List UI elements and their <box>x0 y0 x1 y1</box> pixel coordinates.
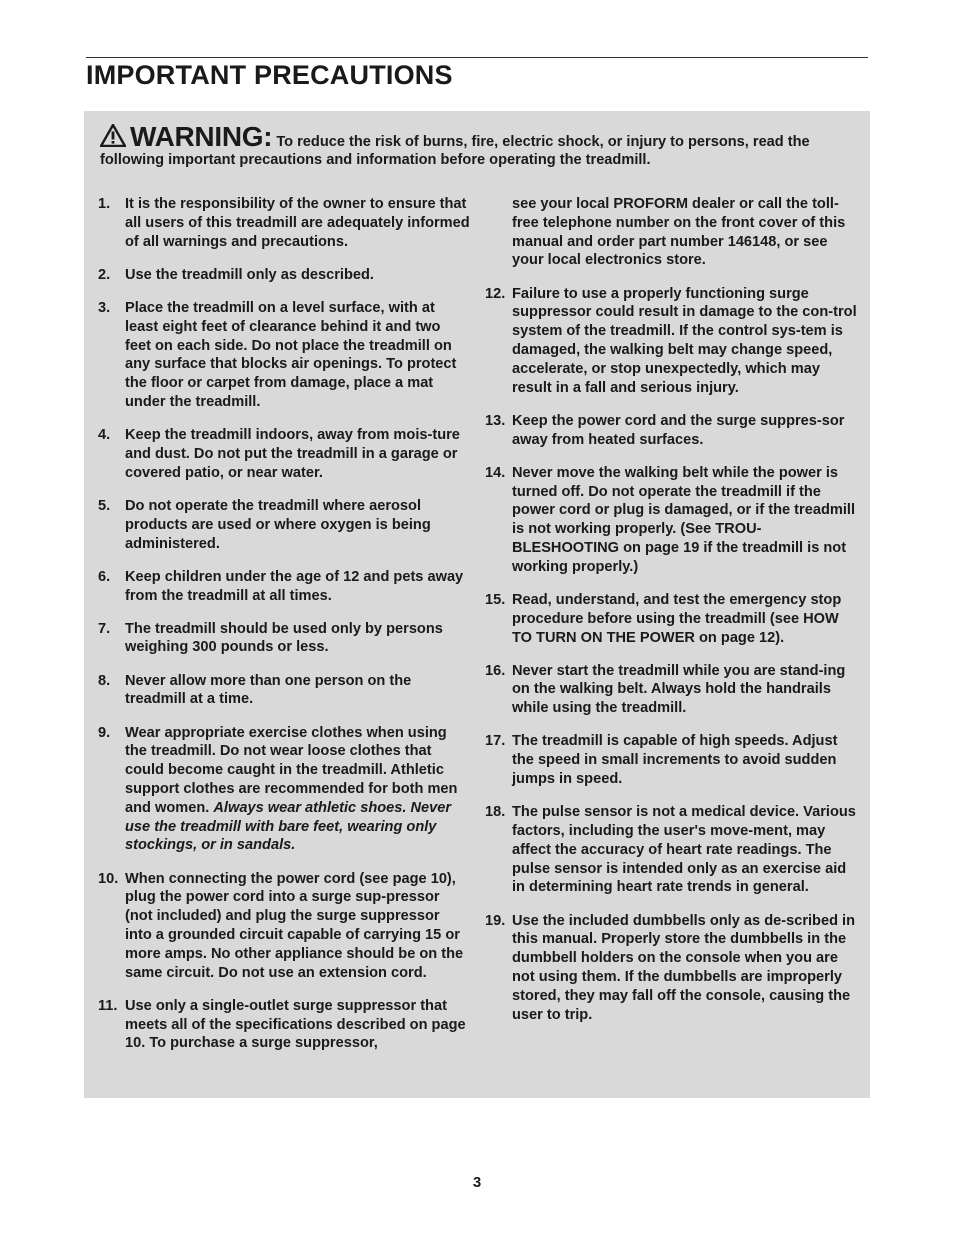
warning-text: To reduce the risk of burns, fire, electric shock, or injury to persons, read the following important precautions and information before operating the treadmill. <box>100 134 810 168</box>
item-text: Use only a single-outlet surge suppressor that meets all of the specifications described on page 10. To purchase a surge suppressor, <box>125 997 466 1052</box>
item-number: 5. <box>98 497 111 514</box>
item-number: 12. <box>485 285 506 302</box>
precaution-item-6 <box>98 568 470 606</box>
precaution-item-2 <box>98 266 470 285</box>
precaution-item-17 <box>485 732 857 788</box>
item-number: 11. <box>98 997 118 1014</box>
warning-heading <box>100 121 273 152</box>
item-text: Place the treadmill on a level surface, with at least eight feet of clearance behind it and two feet on each side. Do not place the treadmill on any surface that blocks air openings. To protect the floor or carpet from damage, place a mat under the treadmill. <box>125 299 457 410</box>
item-number: 10. <box>98 870 119 887</box>
item-number: 19. <box>485 912 506 929</box>
precaution-item-18 <box>485 803 857 897</box>
item-text: The treadmill is capable of high speeds. Adjust the speed in small increments to avoid sudden jumps in speed. <box>512 733 838 788</box>
precaution-item-8 <box>98 672 470 710</box>
precaution-item-19 <box>485 912 857 1025</box>
item-number: 6. <box>98 568 111 585</box>
precaution-item-7 <box>98 620 470 658</box>
item-text: Read, understand, and test the emergency stop procedure before using the treadmill (see HOW TO TURN ON THE POWER on page 12). <box>512 591 842 646</box>
precaution-item-11-continued <box>485 195 857 270</box>
precaution-item-15 <box>485 591 857 647</box>
item-text: It is the responsibility of the owner to ensure that all users of this treadmill are adequately informed of all warnings and precautions. <box>125 196 470 250</box>
item-text: Do not operate the treadmill where aerosol products are used or where oxygen is being administered. <box>125 497 431 552</box>
item-text <box>125 724 470 856</box>
warning-triangle-icon <box>100 124 126 147</box>
item-number: 2. <box>98 266 111 283</box>
warning-label: WARNING: <box>130 121 273 152</box>
header-rule <box>86 57 868 58</box>
precaution-item-12 <box>485 285 857 398</box>
precaution-item-3 <box>98 299 470 412</box>
item-number: 14. <box>485 464 506 481</box>
item-number: 16. <box>485 662 506 679</box>
item-text: Keep the treadmill indoors, away from mois-ture and dust. Do not put the treadmill in a garage or covered patio, or near water. <box>125 427 460 481</box>
item-number: 17. <box>485 733 506 750</box>
item-text: Failure to use a properly functioning surge suppressor could result in damage to the con-trol system of the treadmill. If the control sys-tem is damaged, the walking belt may change speed, accelerate, or stop unexpectedly, which may result in a fall and serious injury. <box>512 285 857 396</box>
precaution-item-9 <box>98 724 470 856</box>
precautions-column-left <box>98 195 470 1068</box>
item-text: The pulse sensor is not a medical device. Various factors, including the user's move-ment, may affect the accuracy of heart rate readings. The pulse sensor is intended only as an exercise aid in determining heart rate trends in general. <box>512 804 856 896</box>
item-text-continued: see your local PROFORM dealer or call the toll-free telephone number on the front cover of this manual and order part number 146148, or see your local electronics store. <box>512 196 846 269</box>
item-text: Never start the treadmill while you are stand-ing on the walking belt. Always hold the handrails while using the treadmill. <box>512 662 846 717</box>
item-number: 13. <box>485 412 506 429</box>
item-text: Use the included dumbbells only as de-scribed in this manual. Properly store the dumbbells in the dumbbell holders on the console when you are not using them. If the dumbbells are improperly stored, they may fall off the console, causing the user to trip. <box>512 912 856 1023</box>
item-number: 8. <box>98 672 111 689</box>
precaution-item-11 <box>98 997 470 1053</box>
item-text: Never move the walking belt while the power is turned off. Do not operate the treadmill if the power cord or plug is damaged, or if the treadmill is not working properly. (See TROU-BLESHOOTING on page 19 if the treadmill is not working properly.) <box>512 464 856 575</box>
item-number: 9. <box>98 724 111 741</box>
item-text: Use the treadmill only as described. <box>125 266 374 283</box>
page-number: 3 <box>472 1174 482 1191</box>
item-text: Keep the power cord and the surge suppres-sor away from heated surfaces. <box>512 412 845 448</box>
precaution-item-10 <box>98 870 470 983</box>
precaution-item-13 <box>485 412 857 450</box>
precautions-column-right <box>485 195 857 1039</box>
item-text: Keep children under the age of 12 and pets away from the treadmill at all times. <box>125 568 464 604</box>
item-text: Never allow more than one person on the treadmill at a time. <box>125 672 412 708</box>
item-number: 7. <box>98 620 111 637</box>
precaution-item-14 <box>485 464 857 577</box>
warning-block <box>100 121 856 169</box>
item-text: When connecting the power cord (see page 10), plug the power cord into a surge sup-pressor (not included) and plug the surge suppressor into a grounded circuit capable of carrying 15 or more amps. No other appliance should be on the same circuit. Do not use an extension cord. <box>125 870 464 981</box>
item-number: 4. <box>98 427 111 444</box>
item-number: 18. <box>485 804 506 821</box>
precaution-item-1 <box>98 195 470 251</box>
item-text: The treadmill should be used only by persons weighing 300 pounds or less. <box>125 620 443 656</box>
item-number: 3. <box>98 299 111 316</box>
item-text-emphasis: Always wear athletic shoes. Never use the treadmill with bare feet, wearing only stockings, or in sandals. <box>125 799 452 854</box>
item-number: 15. <box>485 591 506 608</box>
precaution-item-16 <box>485 662 857 718</box>
page-title: IMPORTANT PRECAUTIONS <box>86 60 453 90</box>
item-number: 1. <box>98 196 111 212</box>
precaution-item-4 <box>98 426 470 482</box>
precaution-item-5 <box>98 497 470 553</box>
item-text-main: Wear appropriate exercise clothes when using the treadmill. Do not wear loose clothes that could become caught in the treadmill. Athletic support clothes are recommended for both men and women. <box>125 724 458 816</box>
